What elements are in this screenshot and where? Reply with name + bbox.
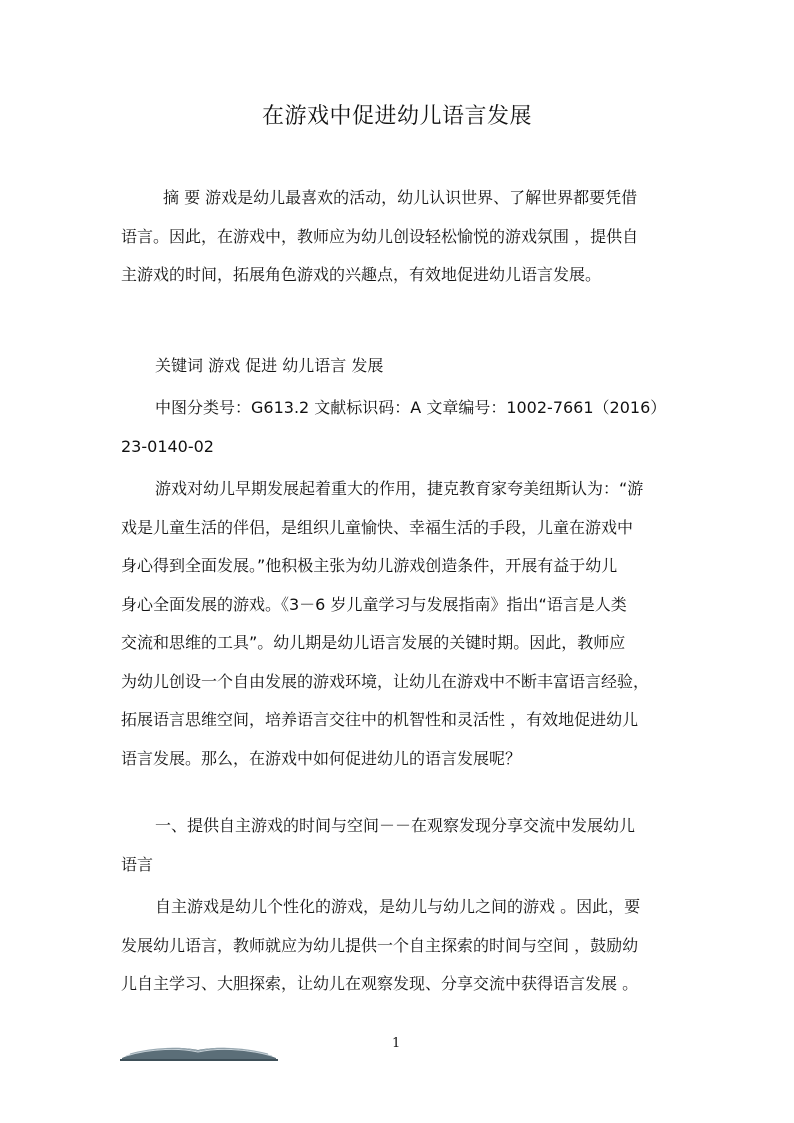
classification-line: 23-0140-02 xyxy=(121,436,214,456)
page-number: 1 xyxy=(392,1036,401,1051)
abstract-line: 语言。因此，在游戏中，教师应为幼儿创设轻松愉悦的游戏氛围 ，提供自 xyxy=(121,226,639,246)
keywords xyxy=(121,347,676,386)
section-body-line: 自主游戏是幼儿个性化的游戏，是幼儿与幼儿之间的游戏 。因此，要 xyxy=(155,897,641,916)
section-heading-line: 语言 xyxy=(121,854,154,874)
abstract-line: 主游戏的时间，拓展角色游戏的兴趣点，有效地促进幼儿语言发展。 xyxy=(121,265,602,284)
intro-line: 交流和思维的工具”。幼儿期是幼儿语言发展的关键时期。因此，教师应 xyxy=(121,633,626,652)
abstract-line: 摘 要 游戏是幼儿最喜欢的活动，幼儿认识世界、了解世界都要凭借 xyxy=(163,188,638,207)
section1-heading xyxy=(121,807,676,884)
intro-line: 身心得到全面发展。”他积极主张为幼儿游戏创造条件，开展有益于幼儿 xyxy=(121,556,618,575)
open-book-icon xyxy=(120,1041,278,1061)
intro-line: 拓展语言思维空间，培养语言交往中的机智性和灵活性 ，有效地促进幼儿 xyxy=(121,710,639,729)
section-body-line: 儿自主学习、大胆探索，让幼儿在观察发现、分享交流中获得语言发展 。 xyxy=(121,974,639,993)
document-title: 在游戏中促进幼儿语言发展 xyxy=(261,104,532,129)
section-body-line: 发展幼儿语言，教师就应为幼儿提供一个自主探索的时间与空间 ，鼓励幼 xyxy=(121,935,639,955)
intro-line: 语言发展。那么，在游戏中如何促进幼儿的语言发展呢？ xyxy=(121,748,522,768)
section-heading-line: 一、提供自主游戏的时间与空间－－在观察发现分享交流中发展幼儿 xyxy=(155,816,636,835)
intro-line: 为幼儿创设一个自由发展的游戏环境，让幼儿在游戏中不断丰富语言经验， xyxy=(121,671,650,691)
intro-line: 身心全面发展的游戏。《3－6 岁儿童学习与发展指南》指出“语言是人类 xyxy=(121,594,627,614)
keywords-line: 关键词 游戏 促进 幼儿语言 发展 xyxy=(155,356,384,375)
classification xyxy=(121,389,676,466)
intro-paragraph xyxy=(121,470,676,778)
abstract xyxy=(121,179,676,295)
intro-line: 游戏对幼儿早期发展起着重大的作用，捷克教育家夸美纽斯认为：“游 xyxy=(155,479,644,498)
classification-line: 中图分类号：G613.2 文献标识码：A 文章编号：1002-7661（2016） xyxy=(155,398,667,417)
intro-line: 戏是儿童生活的伴侣，是组织儿童愉快、幸福生活的手段，儿童在游戏中 xyxy=(121,517,634,537)
section1-body xyxy=(121,888,676,1004)
